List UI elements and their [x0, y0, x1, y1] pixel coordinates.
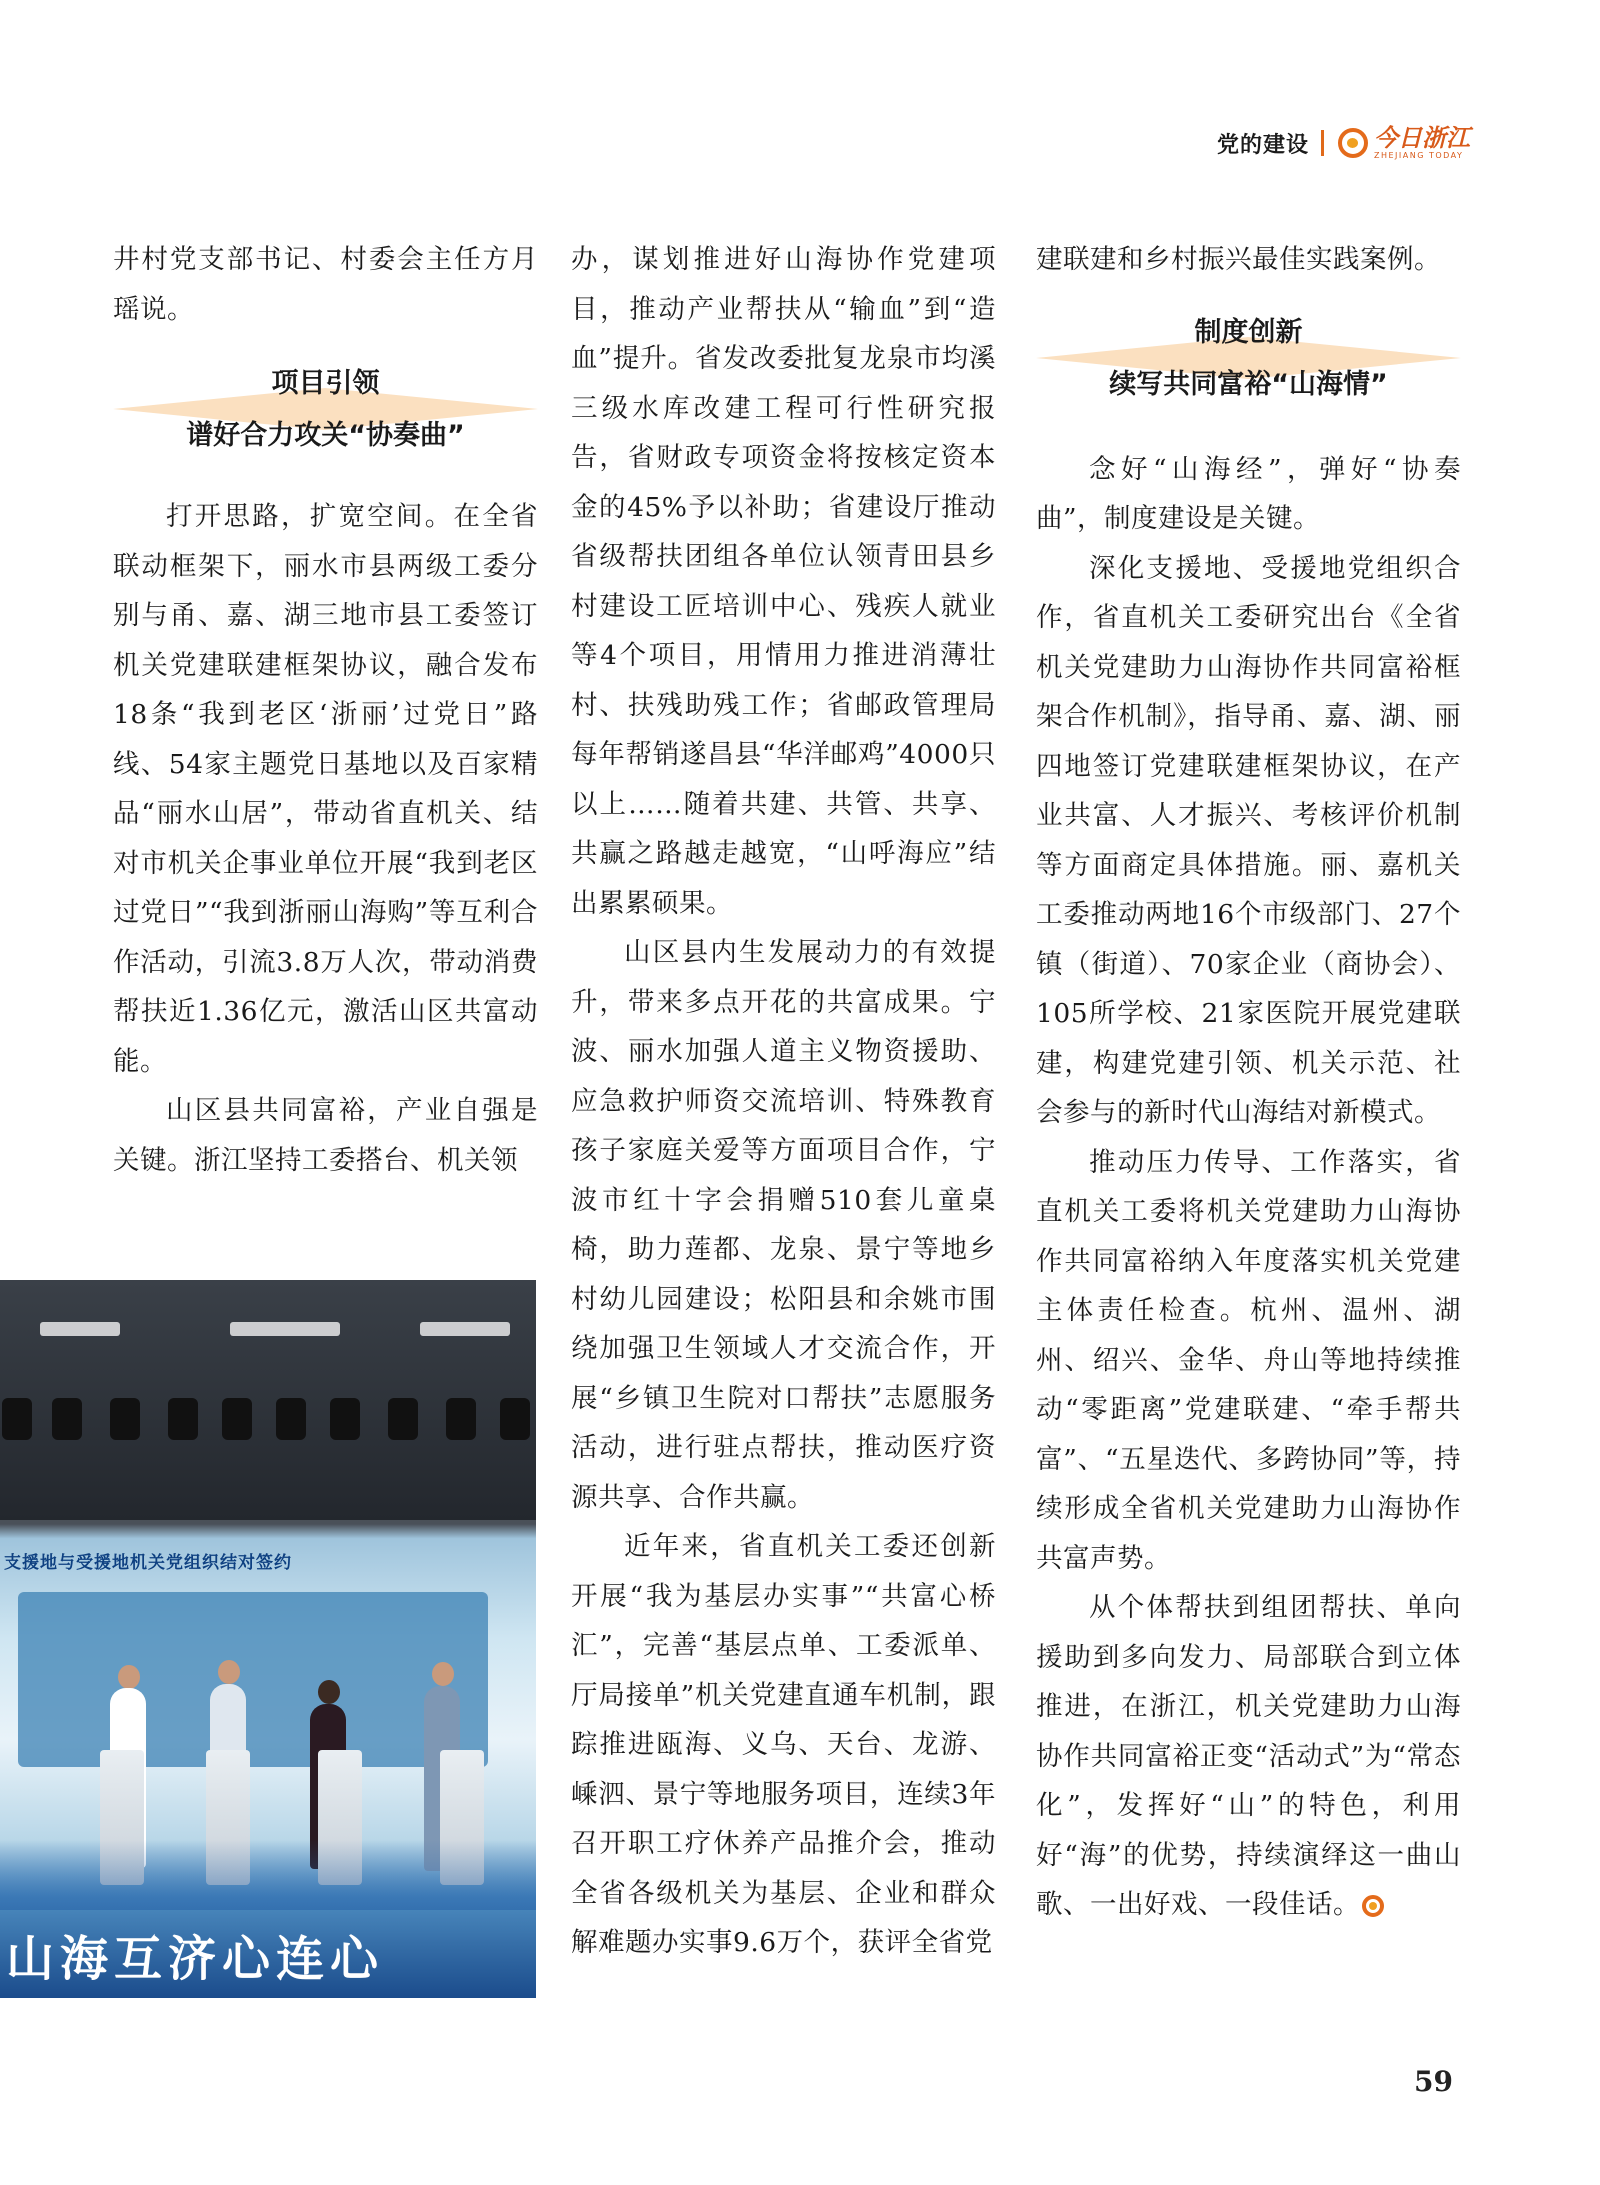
subheading-system [1036, 307, 1461, 411]
stage-light [222, 1398, 252, 1440]
paragraph: 推动压力传导、工作落实，省直机关工委将机关党建助力山海协作共同富裕纳入年度落实机关党建主体责任检查。杭州、温州、湖州、绍兴、金华、舟山等地持续推动“零距离”党建联建、“牵手帮共富”、“五星迭代、多跨协同”等，持续形成全省机关党建助力山海协作共富声势。 [1036, 1146, 1461, 1574]
stage-light [500, 1398, 530, 1440]
header-divider [1321, 130, 1324, 156]
stage-light [330, 1398, 360, 1440]
photo-slogan: 山海互济心连心 [6, 1931, 385, 1987]
column-2 [571, 235, 996, 1968]
subheading-line-2: 谱好合力攻关“协奏曲” [186, 420, 465, 451]
event-photo [0, 1280, 536, 1998]
stage-light [276, 1398, 306, 1440]
paragraph: 山区县内生发展动力的有效提升，带来多点开花的共富成果。宁波、丽水加强人道主义物资援助、应急救护师资交流培训、特殊教育孩子家庭关爱等方面项目合作，宁波市红十字会捐赠510套儿童桌椅，助力莲都、龙泉、景宁等地乡村幼儿园建设；松阳县和余姚市围绕加强卫生领域人才交流合作，开展“乡镇卫生院对口帮扶”志愿服务活动，进行驻点帮扶，推动医疗资源共享、合作共赢。 [571, 937, 996, 1513]
page-header [1217, 118, 1470, 168]
stage-light [2, 1398, 32, 1440]
logo-icon [1338, 128, 1368, 158]
stage-light [388, 1398, 418, 1440]
subheading-line-1: 制度创新 [1194, 316, 1303, 348]
magazine-logo [1338, 123, 1470, 160]
stage-light [52, 1398, 82, 1440]
subheading-line-1: 项目引领 [271, 368, 380, 399]
paragraph-final: 从个体帮扶到组团帮扶、单向援助到多向发力、局部联合到立体推进，在浙江，机关党建助力山海协作共同富裕正变“活动式”为“常态化”，发挥好“山”的特色，利用好“海”的优势，持续演绎这一曲山歌、一出好戏、一段佳话。 [1036, 1592, 1461, 1920]
paragraph: 山区县共同富裕，产业自强是关键。浙江坚持工委搭台、机关领 [113, 1095, 538, 1176]
paragraph: 念好“山海经”，弹好“协奏曲”，制度建设是关键。 [1036, 453, 1461, 534]
stage-light [110, 1398, 140, 1440]
subheading-line-2: 续写共同富裕“山海情” [1109, 368, 1388, 400]
stage-light [168, 1398, 198, 1440]
column-1 [113, 235, 538, 1185]
column-3 [1036, 235, 1461, 1930]
paragraph: 打开思路，扩宽空间。在全省联动框架下，丽水市县两级工委分别与甬、嘉、湖三地市县工委签订机关党建联建框架协议，融合发布18条“我到老区‘浙丽’过党日”路线、54家主题党日基地以及百家精品“丽水山居”，带动省直机关、结对市机关企事业单位开展“我到老区过党日”“我到浙丽山海购”等互利合作活动，引流3.8万人次，带动消费帮扶近1.36亿元，激活山区共富动能。 [113, 501, 538, 1077]
section-label: 党的建设 [1216, 132, 1309, 158]
paragraph: 井村党支部书记、村委会主任方月瑶说。 [113, 244, 538, 325]
logo-english: ZHEJIANG TODAY [1374, 151, 1464, 160]
paragraph: 建联建和乡村振兴最佳实践案例。 [1036, 244, 1441, 275]
paragraph: 深化支援地、受援地党组织合作，省直机关工委研究出台《全省机关党建助力山海协作共同富裕框架合作机制》，指导甬、嘉、湖、丽四地签订党建联建框架协议，在产业共富、人才振兴、考核评价机制等方面商定具体措施。丽、嘉机关工委推动两地16个市级部门、27个镇（街道）、70家企业（商协会）、105所学校、21家医院开展党建联建，构建党建引领、机关示范、社会参与的新时代山海结对新模式。 [1036, 552, 1461, 1128]
end-mark-icon [1362, 1895, 1384, 1917]
photo-stage-screen [18, 1592, 488, 1767]
subheading-project [113, 358, 538, 462]
stage-light [446, 1398, 476, 1440]
paragraph: 办，谋划推进好山海协作党建项目，推动产业帮扶从“输血”到“造血”提升。省发改委批复龙泉市均溪三级水库改建工程可行性研究报告，省财政专项资金将按核定资本金的45%予以补助；省建设厅推动省级帮扶团组各单位认领青田县乡村建设工匠培训中心、残疾人就业等4个项目，用情用力推进消薄壮村、扶残助残工作；省邮政管理局每年帮销遂昌县“华洋邮鸡”4000只以上……随着共建、共管、共享、共赢之路越走越宽，“山呼海应”结出累累硕果。 [571, 244, 996, 919]
page-number: 59 [1414, 2065, 1453, 2098]
paragraph: 近年来，省直机关工委还创新开展“我为基层办实事”“共富心桥汇”，完善“基层点单、工委派单、厅局接单”机关党建直通车机制，跟踪推进瓯海、义乌、天台、龙游、嵊泗、景宁等地服务项目，连续3年召开职工疗休养产品推介会，推动全省各级机关为基层、企业和群众解难题办实事9.6万个，获评全省党 [571, 1531, 996, 1958]
logo-chinese: 今日浙江 [1374, 123, 1470, 152]
photo-banner-title: 支援地与受援地机关党组织结对签约 [4, 1553, 292, 1573]
